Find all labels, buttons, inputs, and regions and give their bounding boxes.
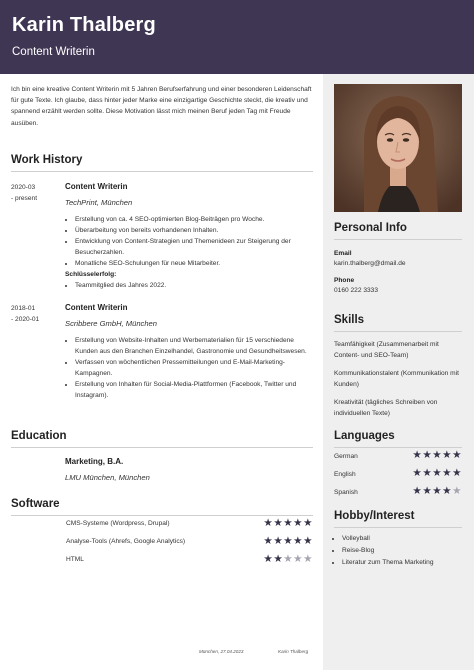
software-rating (263, 535, 313, 547)
job-entry (11, 182, 313, 291)
job-bullet: • Erstellung von Website-Inhalten und Werbematerialien für 15 verschiedene Kunden aus den Branchen Einzelhandel, Gastronomie und Gesundheitswesen. (75, 335, 313, 357)
key-achievement-list (65, 280, 313, 291)
language-rating (412, 467, 462, 479)
language-name: Spanish (334, 489, 358, 496)
star-filled-icon: ★ (422, 485, 433, 497)
hobby-item: • Literatur zum Thema Marketing (342, 557, 462, 569)
person-role: Content Writerin (12, 46, 95, 58)
job-bullet: • Erstellung von Inhalten für Social-Media-Plattformen (Facebook, Twitter und Instagram). (75, 379, 313, 401)
software-name: CMS-Systeme (Wordpress, Drupal) (66, 520, 170, 527)
summary-text: Ich bin eine kreative Content Writerin mit 5 Jahren Berufserfahrung und einer besonderen Leidenschaft für gute Texte. Ich glaube, dass hinter jeder Marke eine einzigartige Geschichte steckt, die kreativ und spannend erzählt werden sollte. Diese Motivation lässt mich meinen Beruf jeden Tag mit Freude ausüben. (11, 86, 312, 127)
hobbies-title: Hobby/Interest (334, 510, 462, 528)
personal-info-section (334, 222, 462, 294)
software-name: HTML (66, 556, 84, 563)
star-filled-icon: ★ (263, 517, 274, 529)
star-filled-icon: ★ (293, 535, 304, 547)
job-date-start: 2020-03 (11, 184, 36, 191)
star-filled-icon: ★ (422, 467, 433, 479)
star-filled-icon: ★ (452, 467, 462, 479)
job-bullet-list (65, 335, 313, 401)
software-title: Software (11, 498, 313, 516)
language-item (334, 448, 462, 466)
portrait-image (334, 84, 462, 212)
job-company: Scribbere GmbH, München (65, 319, 158, 328)
language-name: English (334, 471, 356, 478)
job-title: Content Writerin (65, 182, 128, 191)
software-rating (263, 553, 313, 565)
software-item (66, 534, 313, 552)
software-name: Analyse-Tools (Ahrefs, Google Analytics) (66, 538, 186, 545)
star-filled-icon: ★ (283, 517, 294, 529)
software-section (11, 498, 313, 570)
star-filled-icon: ★ (442, 485, 453, 497)
star-filled-icon: ★ (412, 467, 423, 479)
star-filled-icon: ★ (412, 449, 423, 461)
job-bullet: • Erstellung von ca. 4 SEO-optimierten Blog-Beiträgen pro Woche. (75, 214, 313, 225)
resume-header (0, 0, 474, 74)
profile-photo (334, 84, 462, 212)
skill-item: Teamfähigkeit (Zusammenarbeit mit Content- und SEO-Team) (334, 341, 439, 359)
education-place: LMU München, München (65, 473, 150, 482)
work-history-section (11, 154, 313, 401)
job-dates (11, 182, 59, 204)
star-filled-icon: ★ (293, 517, 304, 529)
star-empty-icon: ★ (293, 553, 304, 565)
star-filled-icon: ★ (273, 535, 284, 547)
star-empty-icon: ★ (283, 553, 294, 565)
star-empty-icon: ★ (452, 485, 462, 497)
star-filled-icon: ★ (422, 449, 433, 461)
hobby-item: • Volleyball (342, 533, 462, 545)
personal-info-title: Personal Info (334, 222, 462, 240)
hobby-list (334, 533, 462, 569)
star-filled-icon: ★ (303, 535, 313, 547)
star-filled-icon: ★ (432, 449, 443, 461)
language-item (334, 466, 462, 484)
star-empty-icon: ★ (303, 553, 313, 565)
job-bullet: • Monatliche SEO-Schulungen für neue Mitarbeiter. (75, 258, 313, 269)
hobbies-section (334, 510, 462, 569)
email-value: karin.thalberg@dmail.de (334, 260, 406, 267)
education-degree: Marketing, B.A. (65, 457, 124, 466)
footer-signature: Karin Thalberg (278, 649, 309, 654)
languages-section (334, 430, 462, 502)
job-date-start: 2018-01 (11, 305, 36, 312)
star-filled-icon: ★ (263, 553, 274, 565)
job-entry (11, 303, 313, 401)
job-date-end: - 2020-01 (11, 316, 40, 323)
key-achievement: • Teammitglied des Jahres 2022. (75, 280, 313, 291)
job-bullet: • Überarbeitung von bereits vorhandenen Inhalten. (75, 225, 313, 236)
phone-label: Phone (334, 277, 355, 284)
hobby-item: • Reise-Blog (342, 545, 462, 557)
job-title: Content Writerin (65, 303, 128, 312)
job-company: TechPrint, München (65, 198, 133, 207)
star-filled-icon: ★ (263, 535, 274, 547)
skill-item: Kreativität (tägliches Schreiben von individuellen Texte) (334, 399, 438, 417)
star-filled-icon: ★ (452, 449, 462, 461)
person-name: Karin Thalberg (12, 14, 156, 36)
language-item (334, 484, 462, 502)
job-date-end: - present (11, 195, 38, 202)
star-filled-icon: ★ (283, 535, 294, 547)
star-filled-icon: ★ (442, 467, 453, 479)
summary-section (11, 84, 313, 129)
language-rating (412, 449, 462, 461)
star-filled-icon: ★ (432, 485, 443, 497)
education-title: Education (11, 430, 313, 448)
job-bullet: • Verfassen von wöchentlichen Pressemitteilungen und E-Mail-Marketing-Kampagnen. (75, 357, 313, 379)
skill-item: Kommunikationstalent (Kommunikation mit Kunden) (334, 370, 459, 388)
language-name: German (334, 453, 358, 460)
language-rating (412, 485, 462, 497)
skills-section (334, 314, 462, 419)
star-filled-icon: ★ (273, 517, 284, 529)
job-bullet: • Entwicklung von Content-Strategien und Themenideen zur Steigerung der Besucherzahlen. (75, 236, 313, 258)
skills-title: Skills (334, 314, 462, 332)
email-label: Email (334, 250, 352, 257)
star-filled-icon: ★ (303, 517, 313, 529)
job-dates (11, 303, 59, 325)
software-item (66, 516, 313, 534)
software-item (66, 552, 313, 570)
languages-title: Languages (334, 430, 462, 448)
star-filled-icon: ★ (412, 485, 423, 497)
star-filled-icon: ★ (273, 553, 284, 565)
footer-date: München, 27.04.2023 (199, 649, 244, 654)
job-bullet-list (65, 214, 313, 269)
education-section (11, 430, 313, 482)
star-filled-icon: ★ (442, 449, 453, 461)
work-history-title: Work History (11, 154, 313, 172)
software-rating (263, 517, 313, 529)
phone-value: 0160 222 3333 (334, 287, 379, 294)
star-filled-icon: ★ (432, 467, 443, 479)
key-achievement-label: Schlüsselerfolg: (65, 271, 117, 278)
